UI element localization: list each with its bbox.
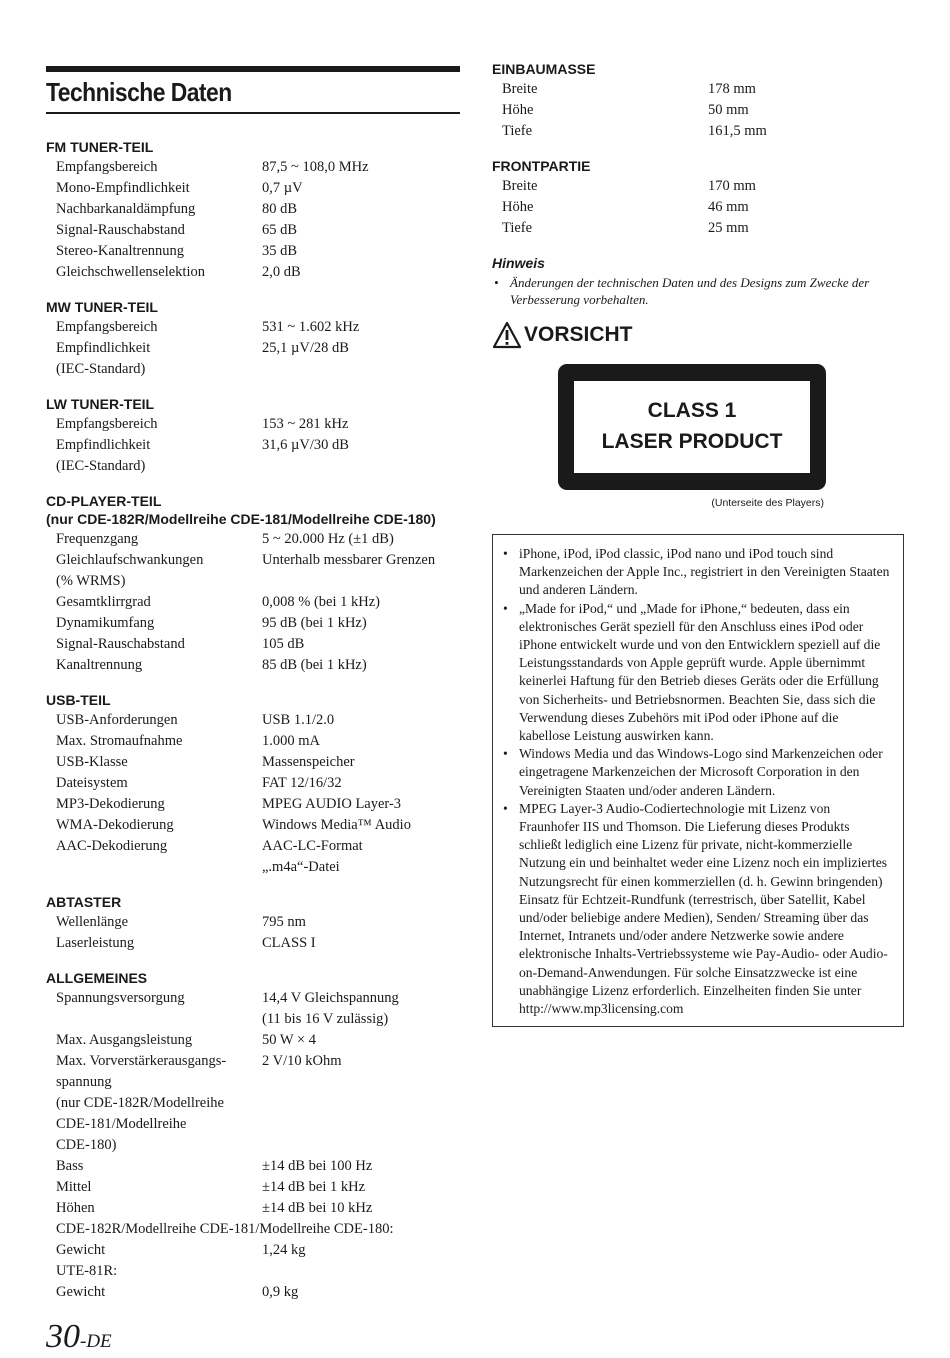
spec-section	[46, 691, 460, 877]
notice-text: iPhone, iPod, iPod classic, iPod nano und iPod touch sind Markenzeichen der Apple Inc., registriert in den Vereinigten Staaten und anderen Ländern.	[519, 546, 890, 598]
spec-row	[46, 795, 460, 815]
spec-row	[492, 198, 906, 218]
notice-bullet: •	[503, 600, 508, 616]
spec-value: Windows Media™ Audio	[262, 816, 411, 833]
spec-label: Dateisystem	[56, 774, 128, 791]
spec-value: 46 mm	[708, 198, 749, 215]
section-title: EINBAUMASSE	[492, 61, 596, 77]
spec-section	[492, 60, 906, 141]
spec-value: 50 W × 4	[262, 1031, 316, 1048]
spec-label: Max. Stromaufnahme	[56, 732, 183, 749]
spec-value	[262, 572, 460, 592]
spec-value: 65 dB	[262, 221, 298, 238]
spec-label: Empfindlichkeit	[56, 339, 151, 356]
spec-value: ±14 dB bei 10 kHz	[262, 1199, 373, 1216]
spec-value: 35 dB	[262, 242, 298, 259]
spec-label: Stereo-Kanaltrennung	[56, 242, 185, 259]
spec-label: Empfangsbereich	[56, 318, 158, 335]
spec-label: Laserleistung	[56, 934, 135, 951]
notice-text: MPEG Layer-3 Audio-Codiertechnologie mit Lizenz von Fraunhofer IIS und Thomson. Die Lieferung dieses Produkts schließt lediglich eine Lizenz für private, nicht-kommerzielle Nutzung ein und beinhaltet weder eine Lizenz noch ein impliziertes Nutzungsrecht für einen kommerziellen (d. h. Gewinn bringenden) Einsatz für Echtzeit-Rundfunk (terrestrisch, über Satellit, Kabel und/oder beliebige andere Medien), Senden/ Streaming über das Internet, Intranets und/oder andere Netzwerke sowie andere elektronische Inhalts-Vertriebssysteme wie Pay-Audio- oder Audio-on-Demand-Anwendungen. Für solche Einsatzzwecke ist eine unabhängige Lizenz erforderlich. Einzelheiten finden Sie unter http://www.mp3licensing.com	[519, 800, 888, 1017]
spec-label: Spannungsversorgung	[56, 989, 185, 1006]
spec-row	[492, 80, 906, 100]
spec-label: Mono-Empfindlichkeit	[56, 179, 190, 196]
section-subtitle: (nur CDE-182R/Modellreihe CDE-181/Modellreihe CDE-180)	[46, 511, 436, 527]
spec-label: Max. Ausgangsleistung	[56, 1031, 193, 1048]
spec-row	[46, 732, 460, 752]
spec-row	[46, 1199, 460, 1219]
spec-value: FAT 12/16/32	[262, 774, 342, 791]
spec-value: 531 ~ 1.602 kHz	[262, 318, 360, 335]
notice-bullet: •	[503, 800, 508, 816]
spec-value: 5 ~ 20.000 Hz (±1 dB)	[262, 530, 394, 547]
spec-row	[46, 318, 460, 338]
hinweis-bullet: •	[494, 275, 499, 290]
spec-row	[46, 989, 460, 1009]
section-title: MW TUNER-TEIL	[46, 299, 158, 315]
left-column	[46, 66, 460, 1318]
right-column	[492, 60, 906, 1017]
spec-label: Kanaltrennung	[56, 656, 143, 673]
spec-label: Höhen	[56, 1199, 95, 1216]
spec-row	[46, 913, 460, 933]
spec-row	[492, 122, 906, 142]
spec-value: AAC-LC-Format	[262, 837, 363, 854]
spec-value: ±14 dB bei 1 kHz	[262, 1178, 366, 1195]
spec-label: Empfindlichkeit	[56, 436, 151, 453]
spec-row	[46, 816, 460, 836]
spec-label: Nachbarkanaldämpfung	[56, 200, 196, 217]
spec-value: 0,9 kg	[262, 1283, 299, 1300]
spec-value: Massenspeicher	[262, 753, 355, 770]
spec-label: Mittel	[56, 1178, 92, 1195]
spec-value: „.m4a“-Datei	[262, 858, 340, 875]
spec-label: Max. Vorverstärkerausgangs-	[56, 1052, 227, 1069]
spec-label: (nur CDE-182R/Modellreihe	[56, 1094, 224, 1111]
spec-label: Gleichlaufschwankungen	[56, 551, 204, 568]
spec-label: (IEC-Standard)	[56, 360, 146, 377]
spec-label: Gewicht	[56, 1283, 106, 1300]
spec-label: USB-Klasse	[56, 753, 128, 770]
trademark-notice-box	[492, 534, 904, 1027]
spec-row	[46, 436, 460, 456]
spec-label: Höhe	[502, 198, 534, 215]
spec-value: 1.000 mA	[262, 732, 320, 749]
spec-label: UTE-81R:	[56, 1262, 118, 1279]
notice-text: „Made for iPod,“ und „Made for iPhone,“ bedeuten, dass ein elektronisches Gerät speziell für den Anschluss eines iPod oder iPhone entwickelt wurde und von den Entwicklern speziell auf die Leistungsstandards von Apple geprüft wurde. Apple übernimmt keinerlei Haftung für den Betrieb dieses Geräts oder die Erfüllung von Sicherheits- und Betriebsnormen. Beachten Sie, dass sich die Verwendung dieses Zubehörs mit iPod oder iPhone auf die kabellose Leistung auswirken kann.	[519, 600, 881, 744]
spec-label: Bass	[56, 1157, 84, 1174]
spec-label	[46, 858, 262, 878]
spec-value: CLASS I	[262, 934, 316, 951]
spec-value: ±14 dB bei 100 Hz	[262, 1157, 373, 1174]
spec-row	[46, 1094, 460, 1114]
spec-value: 14,4 V Gleichspannung	[262, 989, 399, 1006]
spec-row	[46, 753, 460, 773]
page-title: Technische Daten	[46, 77, 232, 107]
vorsicht-label: VORSICHT	[524, 323, 633, 346]
section-title: USB-TEIL	[46, 692, 111, 708]
notice-bullet: •	[503, 746, 508, 762]
spec-label: Wellenlänge	[56, 913, 129, 930]
spec-sections-right	[492, 60, 906, 238]
spec-row	[46, 656, 460, 676]
spec-label: AAC-Dekodierung	[56, 837, 168, 854]
spec-row	[46, 339, 460, 359]
spec-label: Empfangsbereich	[56, 415, 158, 432]
spec-value: 0,7 µV	[262, 179, 303, 196]
spec-row	[46, 774, 460, 794]
spec-label	[46, 1010, 262, 1030]
spec-value	[262, 457, 460, 477]
spec-row	[46, 572, 460, 592]
notice-item	[503, 745, 891, 800]
hinweis-text: Änderungen der technischen Daten und des Designs zum Zwecke der Verbesserung vorbehalten.	[510, 275, 870, 307]
spec-row	[46, 263, 460, 283]
spec-row	[492, 101, 906, 121]
section-title: ABTASTER	[46, 894, 122, 910]
spec-row	[46, 1073, 460, 1093]
laser-caption: (Unterseite des Players)	[711, 497, 824, 509]
spec-row	[46, 457, 460, 477]
spec-section	[46, 969, 460, 1302]
notice-item	[503, 800, 891, 1018]
spec-value: 25 mm	[708, 219, 749, 236]
spec-value	[262, 1073, 460, 1093]
spec-value	[262, 1094, 460, 1114]
spec-value: 80 dB	[262, 200, 298, 217]
spec-row	[46, 1262, 460, 1282]
spec-row	[46, 593, 460, 613]
spec-label: Empfangsbereich	[56, 158, 158, 175]
section-title: FM TUNER-TEIL	[46, 139, 154, 155]
spec-value: 153 ~ 281 kHz	[262, 415, 349, 432]
spec-value: 105 dB	[262, 635, 305, 652]
spec-value: 795 nm	[262, 913, 306, 930]
spec-label: Signal-Rauschabstand	[56, 221, 185, 238]
spec-row	[46, 158, 460, 178]
spec-row	[492, 219, 906, 239]
spec-value: 2,0 dB	[262, 263, 301, 280]
section-title: ALLGEMEINES	[46, 970, 148, 986]
spec-label: Gesamtklirrgrad	[56, 593, 151, 610]
notice-bullet: •	[503, 546, 508, 561]
spec-row	[46, 551, 460, 571]
spec-label: CDE-182R/Modellreihe CDE-181/Modellreihe CDE-180:	[56, 1220, 394, 1237]
page-number	[46, 1318, 112, 1356]
spec-row	[46, 1220, 460, 1240]
spec-section	[492, 157, 906, 238]
spec-row	[46, 1157, 460, 1177]
spec-label: USB-Anforderungen	[56, 711, 178, 728]
spec-label: MP3-Dekodierung	[56, 795, 165, 812]
spec-value: USB 1.1/2.0	[262, 711, 335, 728]
spec-label: Breite	[502, 80, 538, 97]
spec-row	[492, 177, 906, 197]
spec-row	[46, 934, 460, 954]
spec-value: 85 dB (bei 1 kHz)	[262, 656, 367, 673]
spec-label: Frequenzgang	[56, 530, 139, 547]
spec-label: Gewicht	[56, 1241, 106, 1258]
spec-value: Unterhalb messbarer Grenzen	[262, 551, 436, 568]
spec-row	[46, 635, 460, 655]
spec-row	[46, 200, 460, 220]
spec-row	[46, 1136, 460, 1156]
laser-class-text: CLASS 1	[647, 399, 737, 422]
spec-value	[262, 1136, 460, 1156]
vorsicht-heading	[492, 320, 906, 350]
spec-value: 178 mm	[708, 80, 756, 97]
spec-row	[46, 221, 460, 241]
laser-product-label	[558, 364, 826, 490]
spec-value: 95 dB (bei 1 kHz)	[262, 614, 367, 631]
spec-label: Tiefe	[502, 219, 533, 236]
spec-sections-left	[46, 138, 460, 1302]
spec-row	[46, 242, 460, 262]
title-bar	[46, 66, 460, 72]
title-rule	[46, 112, 460, 114]
notice-item	[503, 545, 891, 600]
hinweis-item	[492, 274, 906, 308]
spec-section	[46, 138, 460, 282]
spec-row	[46, 415, 460, 435]
spec-section	[46, 395, 460, 476]
spec-label: Breite	[502, 177, 538, 194]
spec-value: (11 bis 16 V zulässig)	[262, 1010, 389, 1027]
section-title: FRONTPARTIE	[492, 158, 591, 174]
hinweis-title: Hinweis	[492, 255, 545, 271]
section-title: LW TUNER-TEIL	[46, 396, 155, 412]
spec-value: 50 mm	[708, 101, 749, 118]
spec-row	[46, 1031, 460, 1051]
spec-value	[262, 1262, 460, 1282]
spec-value: 1,24 kg	[262, 1241, 306, 1258]
spec-value	[262, 1115, 460, 1135]
spec-label: Höhe	[502, 101, 534, 118]
spec-label: Dynamikumfang	[56, 614, 155, 631]
spec-value: 161,5 mm	[708, 122, 767, 139]
notice-item	[503, 600, 891, 746]
page-number-value: 30	[46, 1318, 80, 1355]
spec-row	[46, 1010, 460, 1030]
spec-label: CDE-180)	[56, 1136, 117, 1153]
spec-row	[46, 1052, 460, 1072]
spec-value: 170 mm	[708, 177, 756, 194]
laser-label-inner	[574, 381, 810, 473]
spec-value: MPEG AUDIO Layer-3	[262, 795, 402, 812]
spec-value	[262, 360, 460, 380]
page-number-suffix: -DE	[80, 1331, 112, 1352]
spec-row	[46, 1283, 460, 1303]
spec-label: WMA-Dekodierung	[56, 816, 174, 833]
spec-section	[46, 893, 460, 953]
spec-value: 2 V/10 kOhm	[262, 1052, 342, 1069]
spec-value: 31,6 µV/30 dB	[262, 436, 349, 453]
spec-row	[46, 1115, 460, 1135]
spec-section	[46, 298, 460, 379]
spec-value: 87,5 ~ 108,0 MHz	[262, 158, 369, 175]
spec-label: Gleichschwellenselektion	[56, 263, 205, 280]
notice-text: Windows Media und das Windows-Logo sind Markenzeichen oder eingetragene Markenzeichen der Microsoft Corporation in den Vereinigten Staaten und/oder anderen Ländern.	[519, 746, 883, 798]
spec-row	[46, 1178, 460, 1198]
spec-label: (IEC-Standard)	[56, 457, 146, 474]
spec-value: 0,008 % (bei 1 kHz)	[262, 593, 380, 610]
spec-row	[46, 360, 460, 380]
spec-row	[46, 837, 460, 857]
spec-label: CDE-181/Modellreihe	[56, 1115, 187, 1132]
laser-product-text: LASER PRODUCT	[601, 430, 783, 453]
spec-row	[46, 858, 460, 878]
spec-label: spannung	[56, 1073, 112, 1090]
section-title: CD-PLAYER-TEIL	[46, 493, 162, 509]
spec-row	[46, 614, 460, 634]
spec-value: 25,1 µV/28 dB	[262, 339, 349, 356]
spec-row	[46, 1241, 460, 1261]
spec-label: (% WRMS)	[56, 572, 126, 589]
spec-section	[46, 492, 460, 675]
spec-row	[46, 530, 460, 550]
spec-label: Signal-Rauschabstand	[56, 635, 185, 652]
warning-triangle-icon	[492, 321, 522, 349]
spec-label: Tiefe	[502, 122, 533, 139]
spec-row	[46, 711, 460, 731]
spec-row	[46, 179, 460, 199]
